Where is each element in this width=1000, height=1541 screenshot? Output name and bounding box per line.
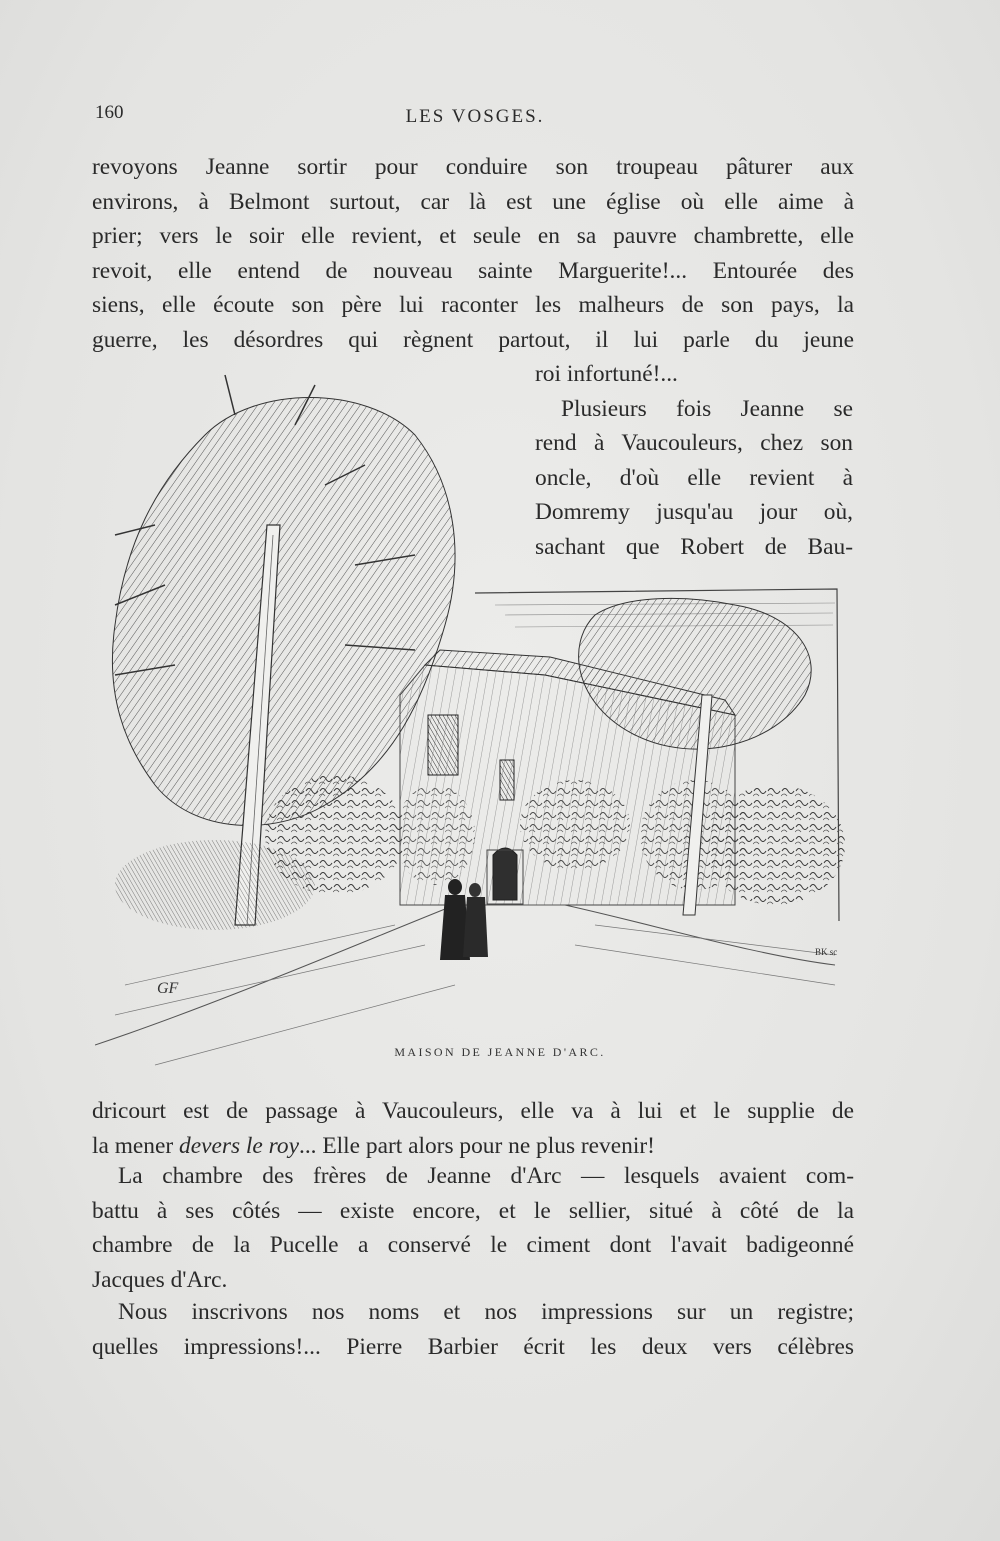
text-line: rend à Vaucouleurs, chez son xyxy=(535,430,853,456)
paragraph-2 xyxy=(92,1094,854,1163)
signature-right: BK sc xyxy=(815,947,838,957)
text-line xyxy=(92,1129,854,1164)
signature-left: GF xyxy=(157,980,179,997)
text-line: environs, à Belmont surtout, car là est une église où elle aime à xyxy=(92,188,854,215)
italic-phrase: devers le roy xyxy=(179,1132,299,1159)
text-line: dricourt est de passage à Vaucouleurs, elle va à lui et le supplie de xyxy=(92,1098,854,1124)
text-line: Jacques d'Arc. xyxy=(92,1266,228,1293)
text-line: Nous inscrivons nos noms et nos impressions sur un registre; xyxy=(118,1299,854,1325)
text-line: Plusieurs fois Jeanne se xyxy=(561,395,853,422)
text-line: quelles impressions!... Pierre Barbier écrit les deux vers célèbres xyxy=(92,1333,854,1360)
text-line: sachant que Robert de Bau- xyxy=(535,533,853,560)
text-line: battu à ses côtés — existe encore, et le sellier, situé à côté de la xyxy=(92,1197,854,1224)
text-line: prier; vers le soir elle revient, et seule en sa pauvre chambrette, elle xyxy=(92,223,854,249)
text-line: revoit, elle entend de nouveau sainte Marguerite!... Entourée des xyxy=(92,257,854,284)
text-run: la mener xyxy=(92,1132,180,1159)
text-line: roi infortuné!... xyxy=(535,361,678,387)
text-line: chambre de la Pucelle a conservé le ciment dont l'avait badigeonné xyxy=(92,1232,854,1258)
paragraph-3 xyxy=(92,1159,854,1297)
text-line: oncle, d'où elle revient à xyxy=(535,464,853,491)
paragraph-4 xyxy=(92,1295,854,1364)
text-run: ... Elle part alors pour ne plus revenir! xyxy=(298,1132,655,1159)
illustration-caption: MAISON DE JEANNE D'ARC. xyxy=(394,1045,606,1059)
running-header xyxy=(95,102,855,136)
page-number: 160 xyxy=(95,102,124,123)
running-title: LES VOSGES. xyxy=(405,106,545,127)
text-line: La chambre des frères de Jeanne d'Arc — lesquels avaient com- xyxy=(118,1163,854,1189)
text-line: revoyons Jeanne sortir pour conduire son troupeau pâturer aux xyxy=(92,154,854,180)
engraving-illustration xyxy=(95,365,855,1085)
text-line: guerre, les désordres qui règnent partout, il lui parle du jeune xyxy=(92,326,854,353)
text-line: Domremy jusqu'au jour où, xyxy=(535,499,853,525)
paragraph-1 xyxy=(92,150,854,357)
text-line: siens, elle écoute son père lui raconter les malheurs de son pays, la xyxy=(92,292,854,318)
